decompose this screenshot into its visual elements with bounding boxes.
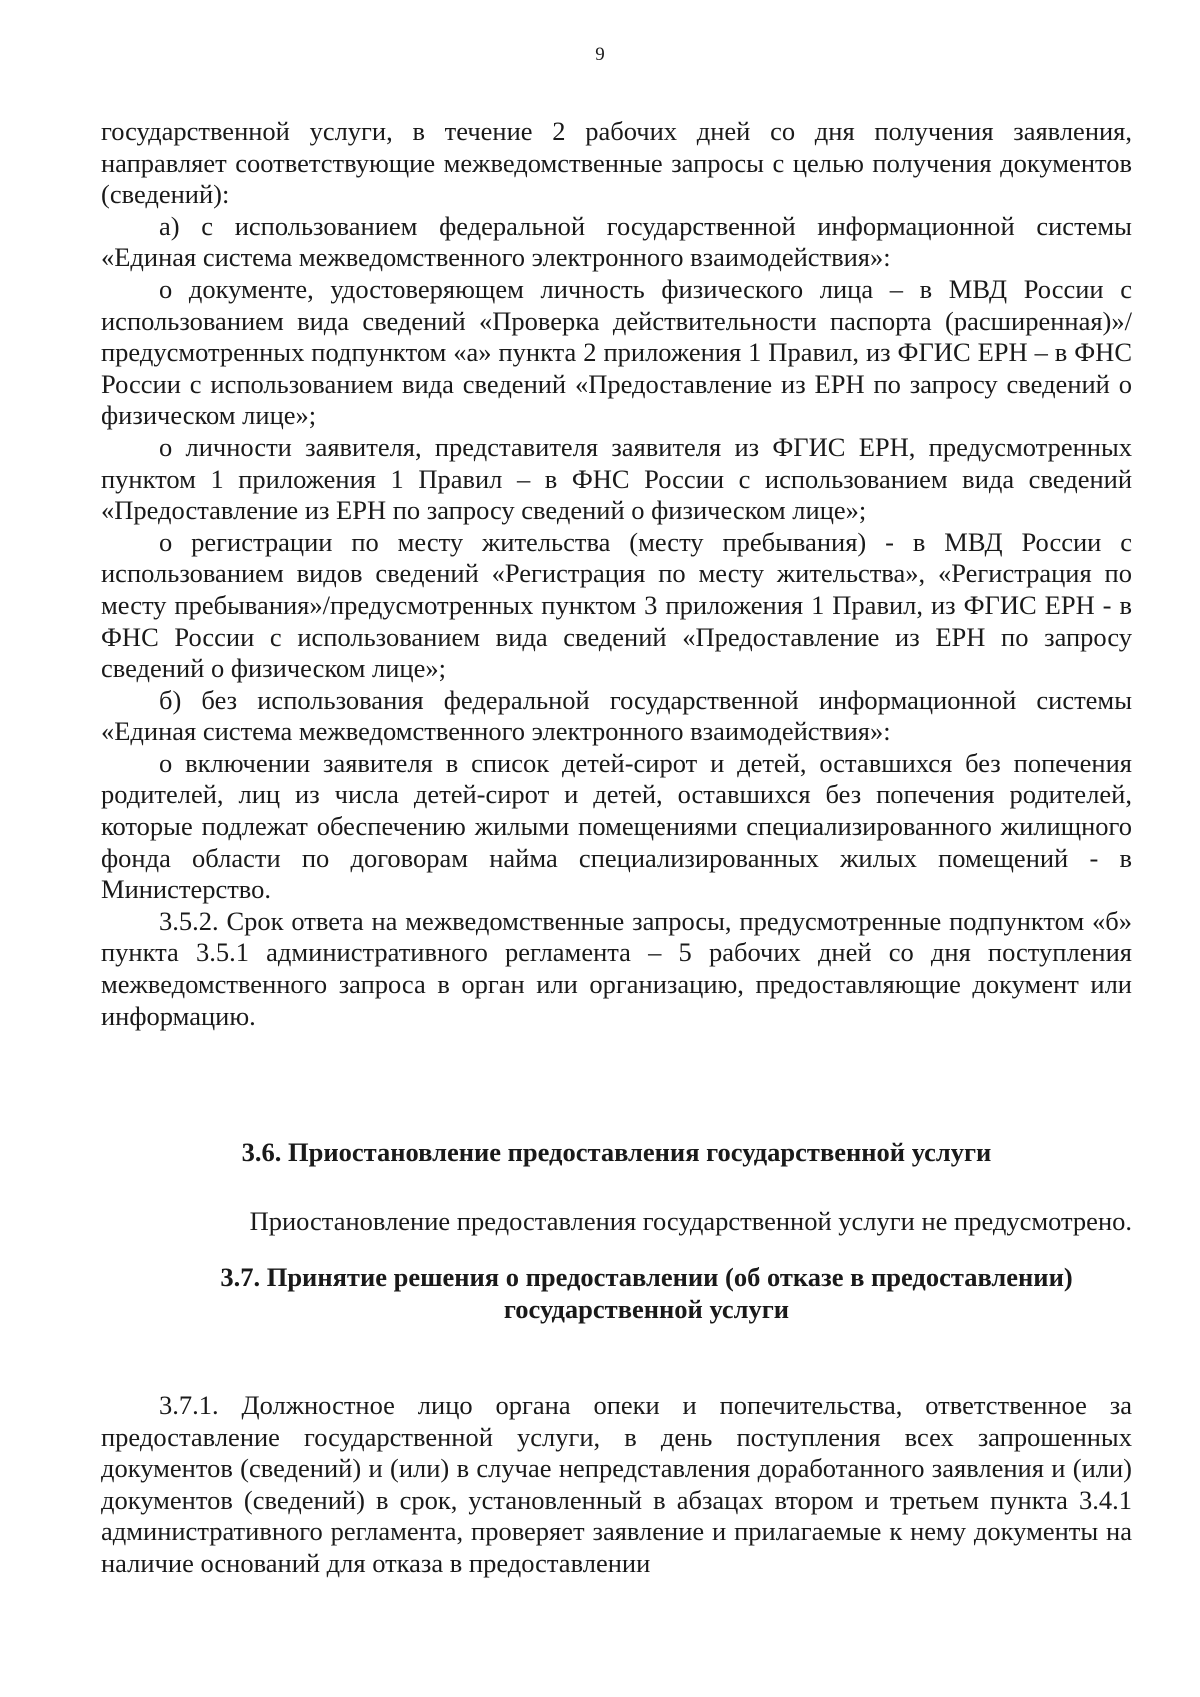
page-number: 9 bbox=[595, 44, 605, 65]
paragraph: 3.5.2. Срок ответа на межведомственные запросы, предусмотренные подпунктом «б» пункта 3.5.1 административного регламента – 5 рабочих дней со дня поступления межведомственного запроса в орган или организацию, предоставляющие документ или информацию. bbox=[101, 905, 1132, 1031]
section-heading-3-7 bbox=[101, 1261, 1132, 1325]
paragraph: о личности заявителя, представителя заявителя из ФГИС ЕРН, предусмотренных пунктом 1 приложения 1 Правил – в ФНС России с использованием вида сведений «Предоставление из ЕРН по запросу сведений о физическом лице»; bbox=[101, 431, 1132, 526]
paragraph: о документе, удостоверяющем личность физического лица – в МВД России с использованием вида сведений «Проверка действительности паспорта (расширенная)»/предусмотренных подпунктом «а» пункта 2 приложения 1 Правил, из ФГИС ЕРН – в ФНС России с использованием вида сведений «Предоставление из ЕРН по запросу сведений о физическом лице»; bbox=[101, 273, 1132, 431]
section-heading-3-7-line1: 3.7. Принятие решения о предоставлении (об отказе в предоставлении) bbox=[220, 1262, 1073, 1292]
paragraph: государственной услуги, в течение 2 рабочих дней со дня получения заявления, направляет соответствующие межведомственные запросы с целью получения документов (сведений): bbox=[101, 116, 1132, 210]
section-heading-3-6: 3.6. Приостановление предоставления государственной услуги bbox=[241, 1137, 992, 1167]
section-heading-3-7-line2: государственной услуги bbox=[503, 1294, 790, 1324]
bottom-text-block bbox=[101, 1390, 1132, 1580]
section-3-6-text: Приостановление предоставления государственной услуги не предусмотрено. bbox=[249, 1206, 1132, 1236]
paragraph: 3.7.1. Должностное лицо органа опеки и попечительства, ответственное за предоставление государственной услуги, в день поступления всех запрошенных документов (сведений) и (или) в случае непредставления доработанного заявления и (или) документов (сведений) в срок, установленный в абзацах втором и третьем пункта 3.4.1 административного регламента, проверяет заявление и прилагаемые к нему документы на наличие оснований для отказа в предоставлении bbox=[101, 1390, 1132, 1578]
paragraph: о регистрации по месту жительства (месту пребывания) - в МВД России с использованием видов сведений «Регистрация по месту жительства», «Регистрация по месту пребывания»/предусмотренных пунктом 3 приложения 1 Правил, из ФГИС ЕРН - в ФНС России с использованием вида сведений «Предоставление из ЕРН по запросу сведений о физическом лице»; bbox=[101, 526, 1132, 684]
paragraph: б) без использования федеральной государственной информационной системы «Единая система межведомственного электронного взаимодействия»: bbox=[101, 684, 1132, 747]
paragraph: о включении заявителя в список детей-сирот и детей, оставшихся без попечения родителей, лиц из числа детей-сирот и детей, оставшихся без попечения родителей, которые подлежат обеспечению жилыми помещениями специализированного жилищного фонда области по договорам найма специализированных жилых помещений - в Министерство. bbox=[101, 747, 1132, 905]
top-text-block bbox=[101, 116, 1132, 1032]
paragraph: а) с использованием федеральной государственной информационной системы «Единая система межведомственного электронного взаимодействия»: bbox=[101, 210, 1132, 273]
